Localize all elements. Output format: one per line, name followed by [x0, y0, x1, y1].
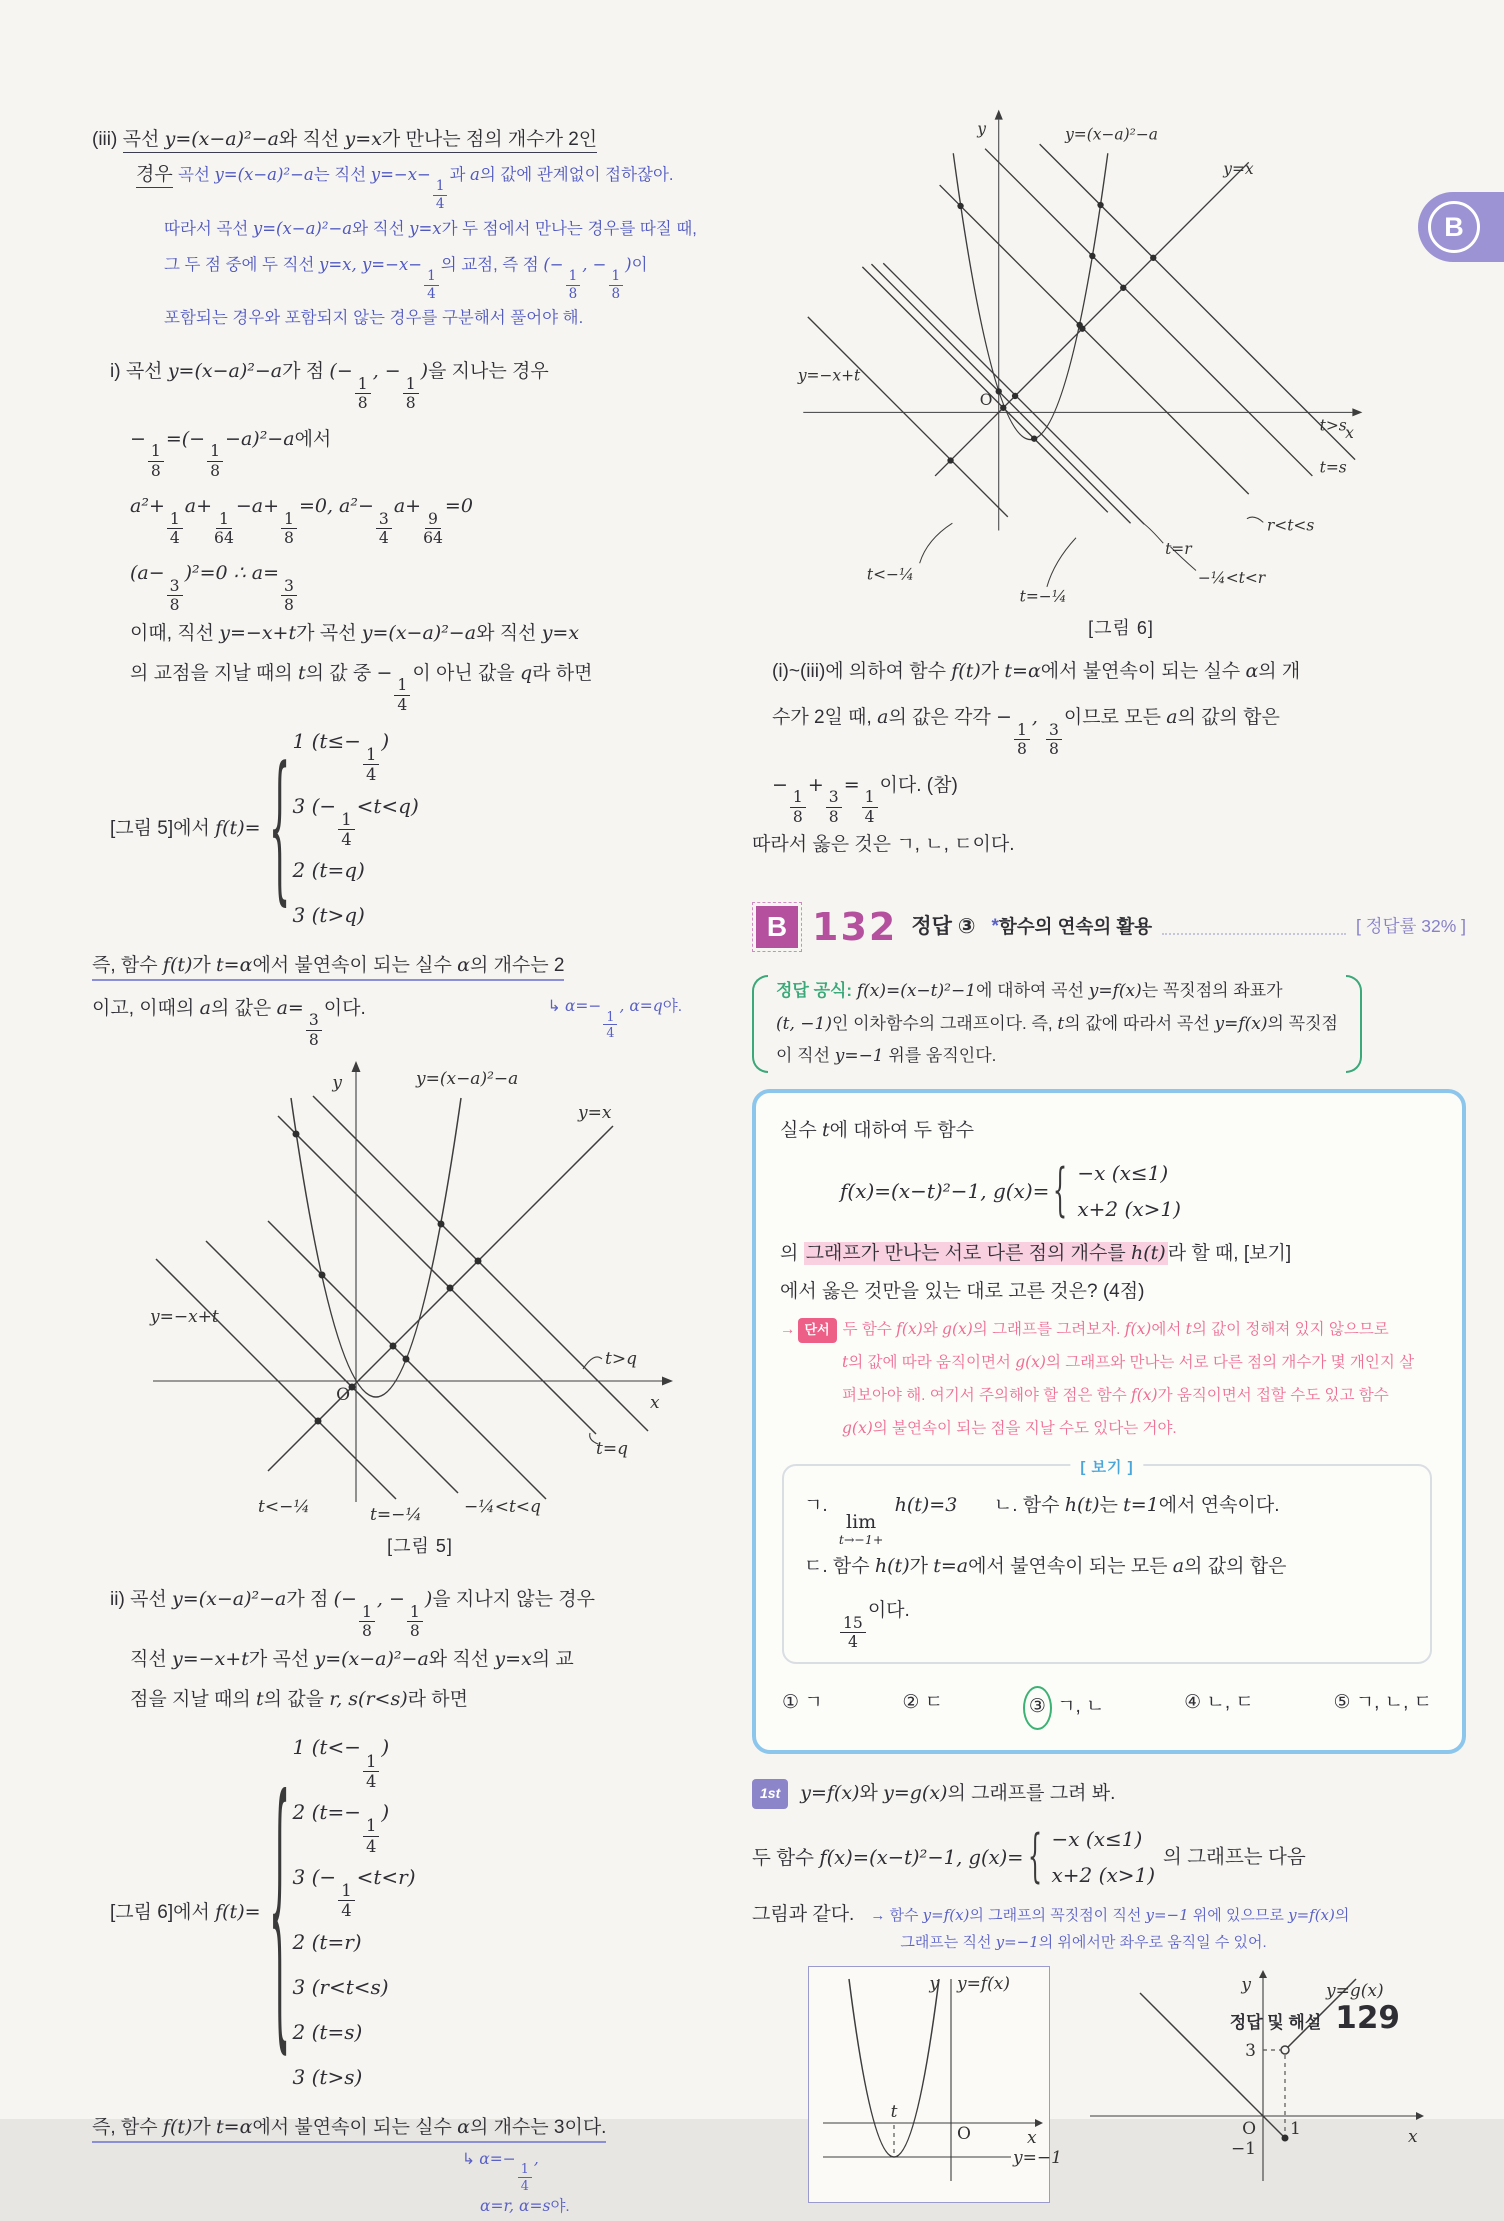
answer-formula-body — [776, 975, 1338, 1072]
piecewise-case: 3 (− $\frac{1}{4}$ <t<q) — [292, 793, 419, 850]
answer-rate: [ 정답률 32% ] — [1355, 916, 1466, 937]
line-yx-label: y=x — [578, 1102, 612, 1123]
option-5-number: ⑤ — [1333, 1692, 1351, 1714]
piecewise-case: 1 (t≤− $\frac{1}{4}$ ) — [292, 728, 390, 785]
green-paren-right-icon — [1346, 975, 1362, 1072]
first-step-title: y=f(x)와 y=g(x)의 그래프를 그려 봐. — [800, 1782, 1116, 1805]
piecewise-case: 3 (t>s) — [292, 2064, 363, 2089]
option-5 — [1333, 1686, 1432, 1730]
y-axis-arrow-icon — [1259, 1970, 1267, 1978]
limit-word: lim — [846, 1511, 877, 1534]
problem-line-2-post: 라 할 때, [보기] — [1167, 1242, 1292, 1264]
bogi-item-d-line1: ㄷ. 함수 h(t)가 t=a에서 불연속이 되는 모든 a의 값의 합은 — [804, 1554, 1287, 1577]
case-iii-note-1: 곡선 y=(x−a)²−a는 직선 y=−x− $\frac{1}{4}$ 과 a의 값에 관계없이 접하잖아. — [178, 165, 674, 212]
answer-formula-box — [752, 975, 1466, 1072]
left-brace-icon: { — [1053, 1157, 1068, 1225]
option-1-number: ① — [782, 1692, 800, 1714]
vertex-note — [870, 1902, 1349, 1956]
x-axis-arrow-icon — [662, 1376, 673, 1385]
label-leader — [583, 1357, 602, 1369]
y-axis-arrow-icon — [995, 110, 1003, 120]
case-iii-heading: 곡선 y=(x−a)²−a와 직선 y=x가 만나는 점의 개수가 2인 — [123, 129, 598, 153]
piecewise-case: 2 (t=− $\frac{1}{4}$ ) — [292, 1800, 390, 1856]
line-ymxt-label: y=−x+t — [150, 1306, 219, 1327]
conclusion-1-line2: 이고, 이때의 a의 값은 a= $\frac{3}{8}$ 이다. — [92, 996, 366, 1049]
clue-text-4: g(x)의 불연속이 되는 점을 지날 수도 있다는 거야. — [842, 1419, 1177, 1438]
option-3-number: ③ — [1023, 1686, 1052, 1730]
answer-formula-line1: f(x)=(x−t)²−1에 대하여 곡선 y=f(x)는 꼭짓점의 좌표가 — [856, 981, 1283, 1002]
subcase-ii-text-2: 점을 지날 때의 t의 값을 r, s(r<s)라 하면 — [130, 1687, 468, 1710]
topic-star: * — [991, 915, 999, 937]
problem-line-3: 에서 옳은 것만을 있는 대로 고른 것은? (4점) — [780, 1280, 1145, 1302]
x-axis-arrow-icon — [1352, 408, 1362, 416]
footer-label: 정답 및 해설 — [1229, 2013, 1322, 2032]
equation-2: a²+ $\frac{1}{4}$ a+ $\frac{1}{64}$ −a+ $\frac{1}{8}$ =0, a²− $\frac{3}{4}$ a+ $\frac{9}{64}$ =0 — [130, 494, 473, 547]
x-axis-label: x — [1027, 2127, 1037, 2148]
label-t-greater-s: t>s — [1319, 416, 1347, 435]
problem-formula — [840, 1156, 1438, 1228]
final-p1: (i)~(iii)에 의하여 함수 f(t)가 t=α에서 불연속이 되는 실수 α의 개 — [772, 660, 1301, 683]
left-brace-icon: { — [1027, 1823, 1042, 1890]
dotted-leader — [1162, 920, 1346, 935]
subcase-ii-block — [92, 1572, 712, 1719]
x-axis-arrow-icon — [1416, 2112, 1424, 2120]
line-y-equals-x — [935, 162, 1249, 476]
y-axis-label: y — [977, 120, 986, 139]
figure-6 — [776, 103, 1466, 644]
option-1-text: ㄱ — [804, 1692, 823, 1714]
label-mid: −¼<t<r — [1197, 569, 1266, 588]
text-line-2: 의 교점을 지날 때의 t의 값 중 − $\frac{1}{4}$ 이 아닌 값을 q라 하면 — [130, 661, 593, 714]
label-leader — [1143, 523, 1163, 543]
piecewise-case: 2 (t=r) — [292, 1929, 362, 1954]
green-paren-left-icon — [752, 975, 768, 1072]
clue-text-3: 펴보아야 해. 여기서 주의해야 할 점은 함수 f(x)가 움직이면서 접할 수도 있고 함수 — [842, 1386, 1389, 1405]
label-t-equals-q: t=q — [596, 1438, 628, 1459]
problem-line-2-pre: 의 — [780, 1242, 804, 1264]
origin-label: O — [1242, 2118, 1256, 2139]
answer-formula-line3: 이 직선 y=−1 위를 움직인다. — [776, 1046, 997, 1067]
piecewise-f6-rows — [293, 1725, 416, 2099]
bogi-label: [ 보기 ] — [1070, 1454, 1143, 1481]
vertex-note-line1: → 함수 y=f(x)의 그래프의 꼭짓점이 직선 y=−1 위에 있으므로 y=f(x)의 — [870, 1905, 1350, 1924]
conclusion-2-line1 — [92, 2110, 712, 2145]
option-2-text: ㄷ — [924, 1692, 944, 1714]
label-t-tangent: t=−¼ — [370, 1504, 422, 1525]
problem-formula-lhs: f(x)=(x−t)²−1, g(x)= — [840, 1179, 1050, 1204]
label-t-greater-q: t>q — [605, 1348, 637, 1369]
line-t-q — [278, 1116, 596, 1434]
conclusion-1-annotation: ↳ α=− $\frac{1}{4}$ , α=q야. — [547, 997, 682, 1041]
t-label: t — [890, 2101, 898, 2122]
bogi-item-g-body: h(t)=3 — [894, 1494, 958, 1517]
problem-line-1: 실수 t에 대하여 두 함수 — [780, 1118, 974, 1141]
y-axis-arrow-icon — [352, 1061, 361, 1072]
problem-132-header — [752, 893, 1466, 961]
option-4 — [1184, 1686, 1254, 1730]
limit-notation — [839, 1513, 883, 1547]
option-5-text: ㄱ, ㄴ, ㄷ — [1355, 1692, 1432, 1714]
conclusion-1-line1 — [92, 948, 712, 983]
problem-badge-wrap — [752, 902, 802, 952]
y-axis-label: y — [1241, 1974, 1251, 1995]
label-leader — [1247, 517, 1263, 522]
final-p4: 따라서 옳은 것은 ㄱ, ㄴ, ㄷ이다. — [752, 834, 1015, 855]
figure-5-caption: [그림 5] — [387, 1535, 453, 1556]
case-iii-note-3: 그 두 점 중에 두 직선 y=x, y=−x− $\frac{1}{4}$ 의 교점, 즉 점 (− $\frac{1}{8}$ , − $\frac{1}{8}$ )이 — [164, 255, 648, 302]
piecewise-case: 2 (t=s) — [292, 2019, 363, 2044]
limit-subscript: t→−1+ — [838, 1532, 884, 1548]
case-iii-heading-line2 — [92, 157, 712, 211]
line-t-mid — [871, 264, 1130, 523]
problem-number: 132 — [812, 904, 898, 949]
subcase-ii-text-1: 직선 y=−x+t가 곡선 y=(x−a)²−a와 직선 y=x의 교 — [130, 1647, 574, 1670]
problem-line-2 — [780, 1234, 1438, 1274]
line-t-tangent — [206, 1241, 458, 1493]
footer-page-number: 129 — [1335, 2000, 1400, 2036]
figure-6-graph — [776, 103, 1376, 608]
problem-badge-b: B — [756, 906, 798, 948]
clue-badge: 단서 — [798, 1318, 837, 1343]
y-axis-label: y — [332, 1072, 342, 1093]
line-yx-label: y=x — [1223, 160, 1254, 179]
piecewise-case: 3 (t>q) — [292, 903, 365, 928]
bogi-item-g-label: ㄱ. — [804, 1495, 828, 1517]
x-axis-arrow-icon — [1035, 2119, 1043, 2127]
bogi-box — [782, 1459, 1432, 1664]
option-3-selected — [1023, 1686, 1105, 1730]
bogi-item-d-line2: $\frac{15}{4}$ 이다. — [804, 1586, 1410, 1650]
parabola-curve — [953, 153, 1108, 439]
clue-text-2: t의 값에 따라 움직이면서 g(x)의 그래프와 만나는 서로 다른 점의 개수가 몇 개인지 살 — [842, 1352, 1415, 1371]
gx-cases-repeat — [1052, 1822, 1156, 1894]
option-2-number: ② — [902, 1692, 920, 1714]
parabola-label: y=(x−a)²−a — [1065, 125, 1158, 144]
label-t-tangent: t=−¼ — [1019, 587, 1067, 606]
option-1 — [782, 1686, 823, 1730]
case-iii-label: (iii) — [92, 129, 118, 150]
piecewise-case: 3 (r<t<s) — [292, 1974, 389, 1999]
first-step-row — [752, 1776, 1466, 1811]
label-r-t-s: r<t<s — [1266, 516, 1315, 535]
bogi-item-n: ㄴ. 함수 h(t)는 t=1에서 연속이다. — [993, 1494, 1280, 1517]
origin-label: O — [336, 1384, 350, 1405]
case-iii-block — [92, 122, 712, 336]
conclusion-2-annotation-2: α=r, α=s야. — [480, 2197, 570, 2216]
origin-label: O — [957, 2123, 971, 2144]
figure-6-caption: [그림 6] — [1088, 618, 1154, 638]
origin-label: O — [979, 391, 993, 410]
label-1: 1 — [1290, 2118, 1301, 2139]
bogi-item-g-and-n — [804, 1486, 1410, 1547]
line-y-minus-1-label: y=−1 — [1013, 2147, 1062, 2168]
clue-line-1 — [780, 1316, 1438, 1343]
graph-intro-rhs: 의 그래프는 다음 — [1163, 1846, 1306, 1869]
gx-cases — [1077, 1156, 1181, 1228]
answer-options — [782, 1686, 1432, 1730]
conclusion-2-annotation-1: ↳ α=− $\frac{1}{4}$ , — [462, 2149, 539, 2193]
line-ymxt-label: y=−x+t — [797, 366, 861, 385]
graph-fx — [808, 1966, 1062, 2203]
label-minus-1: −1 — [1230, 2138, 1256, 2159]
subcase-i-block — [92, 344, 712, 713]
gx-case-2: x+2 (x>1) — [1051, 1862, 1156, 1887]
graph-intro-lhs: 두 함수 f(x)=(x−t)²−1, g(x)= — [752, 1845, 1024, 1869]
x-axis-label: x — [1345, 423, 1354, 442]
label-3: 3 — [1245, 2040, 1256, 2061]
first-step-badge: 1st — [752, 1779, 788, 1808]
label-t-equals-r: t=r — [1165, 540, 1192, 559]
curve-label: y=f(x) — [957, 1973, 1010, 1994]
option-2 — [902, 1686, 943, 1730]
open-point — [1281, 2046, 1289, 2054]
final-conclusion — [752, 652, 1466, 865]
figure-5-graph — [128, 1056, 668, 1526]
label-leader — [920, 523, 953, 563]
graph-note-row — [752, 1896, 1466, 1956]
piecewise-f5-rows — [293, 719, 419, 938]
x-axis-label: x — [650, 1392, 660, 1413]
subcase-i-heading: i) 곡선 y=(x−a)²−a가 점 (− $\frac{1}{8}$ , − $\frac{1}{8}$ )을 지나는 경우 — [110, 360, 549, 413]
clue-arrow-icon: → — [780, 1320, 796, 1338]
section-tab-b-letter: B — [1428, 201, 1480, 253]
final-p2: 수가 2일 때, a의 값은 각각 − $\frac{1}{8}$ , $\frac{3}{8}$ 이므로 모든 a의 값의 합은 — [772, 706, 1280, 759]
piecewise-f6-intro: [그림 6]에서 f(t)= — [110, 1900, 261, 1923]
case-iii-heading-cont: 경우 — [136, 164, 173, 188]
answer-formula-line2: (t, −1)인 이차함수의 그래프이다. 즉, t의 값에 따라서 곡선 y=f(x)의 꼭짓점 — [776, 1013, 1338, 1034]
conclusion-1-underlined: 즉, 함수 f(t)가 t=α에서 불연속이 되는 실수 α의 개수는 2 — [92, 955, 564, 981]
problem-statement-box — [752, 1089, 1466, 1755]
equation-1: − $\frac{1}{8}$ =(− $\frac{1}{8}$ −a)²−a에서 — [130, 427, 332, 480]
piecewise-f5-intro: [그림 5]에서 f(t)= — [110, 817, 261, 840]
closed-point — [1282, 2134, 1289, 2141]
graph-note-text: 그림과 같다. — [752, 1903, 855, 1925]
parabola-curve — [849, 1979, 939, 2157]
conclusion-2 — [92, 2110, 712, 2221]
case-iii-heading-line1 — [92, 122, 712, 157]
graph-intro-line — [752, 1822, 1466, 1894]
clue-text-1: 두 함수 f(x)와 g(x)의 그래프를 그려보자. f(x)에서 t의 값이 정해져 있지 않으므로 — [842, 1319, 1389, 1338]
piecewise-f5 — [110, 719, 712, 938]
label-t-less: t<−¼ — [866, 565, 914, 584]
answer-label: 정답 ③ — [911, 915, 976, 939]
option-3-text: ㄱ, ㄴ — [1057, 1696, 1105, 1718]
right-column — [752, 95, 1466, 2203]
figure-5 — [128, 1056, 712, 1562]
label-t-equals-s: t=s — [1319, 458, 1347, 477]
left-column — [92, 122, 712, 2221]
parabola-label: y=(x−a)²−a — [416, 1068, 519, 1089]
line-t-less — [808, 317, 1008, 517]
x-axis-label: x — [1408, 2126, 1418, 2147]
answer-formula-label: 정답 공식: — [776, 981, 853, 1001]
vertex-note-line2: 그래프는 직선 y=−1의 위에서만 좌우로 움직일 수 있어. — [900, 1932, 1267, 1951]
curve-label: y=g(x) — [1326, 1980, 1384, 2001]
left-brace-icon: { — [268, 735, 290, 922]
equation-3: (a− $\frac{3}{8}$ )²=0 ∴ a= $\frac{3}{8}$ — [92, 546, 712, 613]
final-p3: − $\frac{1}{8}$ + $\frac{3}{8}$ = $\frac{1}{4}$ 이다. (참) — [772, 773, 958, 826]
left-brace-icon: { — [268, 1744, 290, 2081]
label-t-less: t<−¼ — [258, 1496, 310, 1517]
piecewise-case: 2 (t=q) — [292, 858, 365, 883]
topic-label: 함수의 연속의 활용 — [998, 916, 1153, 938]
gx-case-1: −x (x≤1) — [1051, 1826, 1143, 1851]
line-r-t-s — [940, 185, 1249, 494]
case-iii-note-4: 포함되는 경우와 포함되지 않는 경우를 구분해서 풀어야 해. — [164, 308, 584, 327]
label-leader — [1047, 538, 1076, 587]
piecewise-case: 1 (t<− $\frac{1}{4}$ ) — [292, 1735, 390, 1791]
conclusion-2-underlined: 즉, 함수 f(t)가 t=α에서 불연속이 되는 실수 α의 개수는 3이다. — [92, 2117, 606, 2143]
label-mid: −¼<t<q — [464, 1496, 541, 1517]
page-footer — [1060, 2000, 1400, 2036]
gx-case-2: x+2 (x>1) — [1077, 1196, 1181, 1221]
conclusion-1 — [92, 948, 712, 1048]
line-t-tangent — [862, 267, 1107, 512]
problem-line-2-highlight: 그래프가 만나는 서로 다른 점의 개수를 h(t) — [805, 1241, 1166, 1264]
option-4-number: ④ — [1184, 1692, 1202, 1714]
option-4-text: ㄴ, ㄷ — [1206, 1692, 1254, 1714]
text-line-1: 이때, 직선 y=−x+t가 곡선 y=(x−a)²−a와 직선 y=x — [130, 621, 580, 644]
gx-case-1: −x (x≤1) — [1077, 1160, 1169, 1185]
piecewise-case: 3 (− $\frac{1}{4}$ <t<r) — [292, 1864, 416, 1921]
piecewise-f6 — [110, 1725, 712, 2099]
case-iii-note-2: 따라서 곡선 y=(x−a)²−a와 직선 y=x가 두 점에서 만나는 경우를 따질 때, — [164, 218, 697, 238]
y-axis-label: y — [929, 1973, 939, 1994]
subcase-ii-heading: ii) 곡선 y=(x−a)²−a가 점 (− $\frac{1}{8}$ , − $\frac{1}{8}$ )을 지나지 않는 경우 — [110, 1588, 595, 1641]
